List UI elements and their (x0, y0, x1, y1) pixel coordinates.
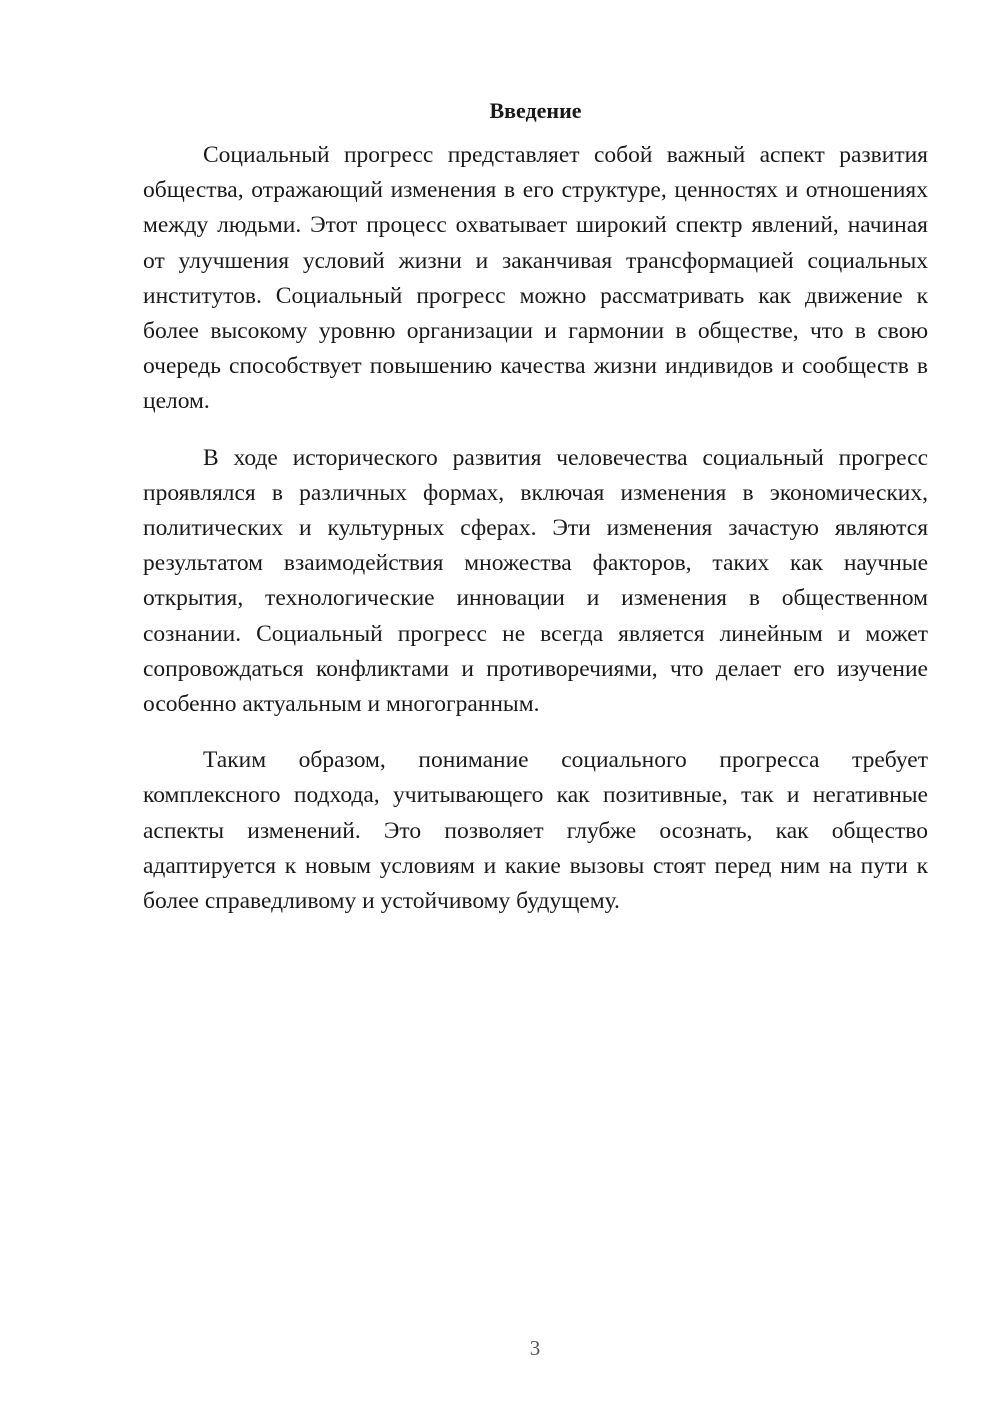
page-number: 3 (529, 1336, 541, 1360)
section-title: Введение (489, 98, 582, 123)
page-content (143, 96, 928, 940)
paragraph-1: Социальный прогресс представляет собой важный аспект развития общества, отражающий изменения в его структуре, ценностях и отношениях между людьми. Этот процесс охватывает широкий спектр явлений, начиная от улучшения условий жизни и заканчивая трансформацией социальных институтов. Социальный прогресс можно рассматривать как движение к более высокому уровню организации и гармонии в обществе, что в свою очередь способствует повышению качества жизни индивидов и сообществ в целом. (143, 142, 928, 415)
paragraph-2: В ходе исторического развития человечества социальный прогресс проявлялся в различных формах, включая изменения в экономических, политических и культурных сферах. Эти изменения зачастую являются результатом взаимодействия множества факторов, таких как научные открытия, технологические инновации и изменения в общественном сознании. Социальный прогресс не всегда является линейным и может сопровождаться конфликтами и противоречиями, что делает его изучение особенно актуальным и многогранным. (143, 444, 928, 718)
paragraph-3: Таким образом, понимание социального прогресса требует комплексного подхода, учитывающего как позитивные, так и негативные аспекты изменений. Это позволяет глубже осознать, как общество адаптируется к новым условиям и какие вызовы стоят перед ним на пути к более справедливому и устойчивому будущему. (143, 747, 928, 915)
